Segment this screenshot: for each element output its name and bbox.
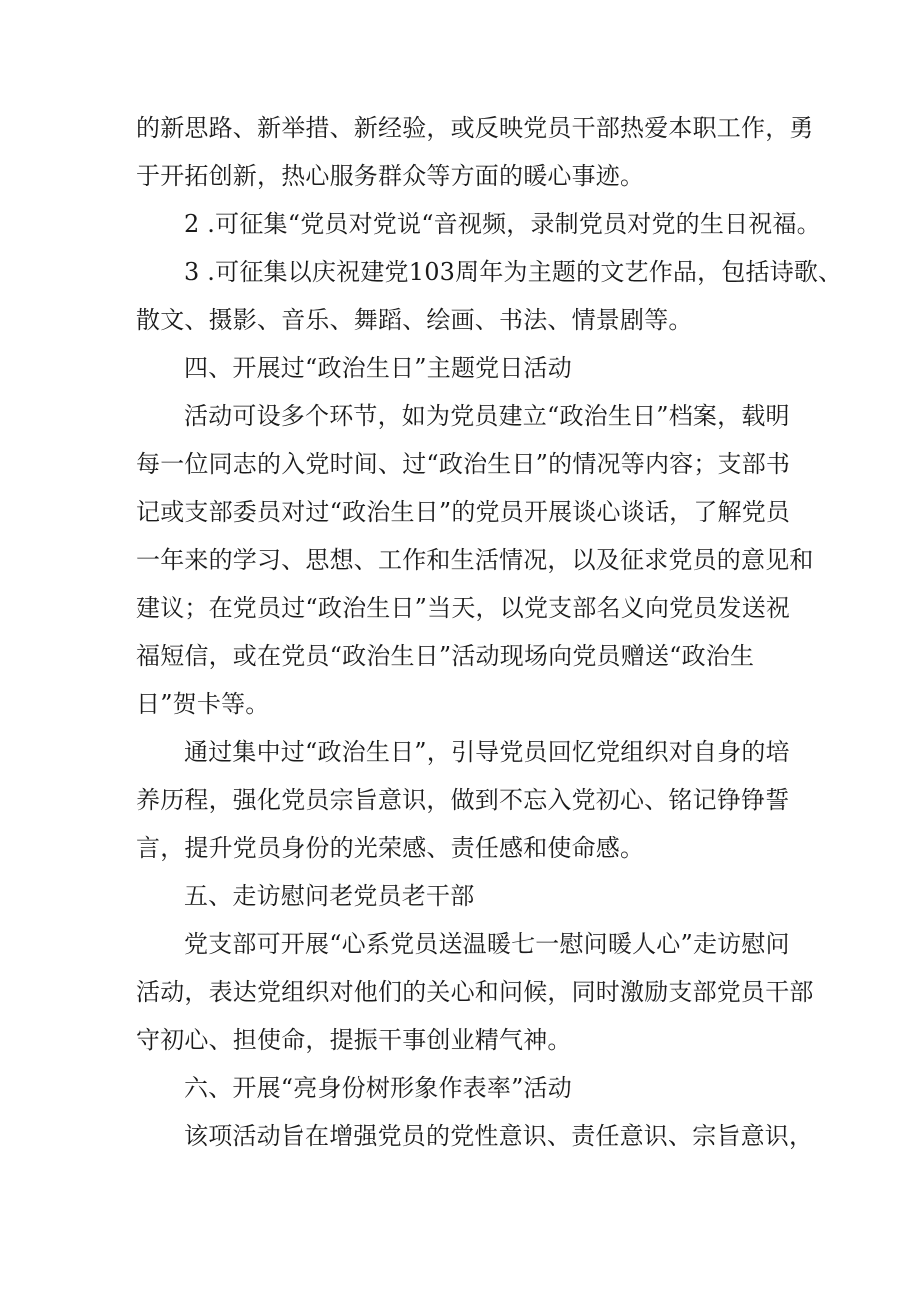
text-line-11: 建议；在党员过“政治生日”当天，以党支部名义向党员发送祝 <box>136 594 791 622</box>
section-heading-6: 六、开展“亮身份树形象作表率”活动 <box>184 1074 572 1102</box>
list-item-3: 3 .可征集以庆祝建党103周年为主题的文艺作品，包括诗歌、 <box>184 258 843 286</box>
text-line-22: 该项活动旨在增强党员的党性意识、责任意识、宗旨意识， <box>184 1122 814 1150</box>
text-line-13: 日”贺卡等。 <box>136 690 270 718</box>
text-line-14: 通过集中过“政治生日”，引导党员回忆党组织对自身的培 <box>184 738 790 766</box>
text-line-2: 于开拓创新，热心服务群众等方面的暖心事迹。 <box>136 162 645 190</box>
text-line-9: 记或支部委员对过“政治生日”的党员开展谈心谈话，了解党员 <box>136 498 791 526</box>
document-body <box>136 104 843 1160</box>
text-line-16: 言，提升党员身份的光荣感、责任感和使命感。 <box>136 834 645 862</box>
section-heading-4: 四、开展过“政治生日”主题党日活动 <box>184 354 572 382</box>
text-line-7: 活动可设多个环节，如为党员建立“政治生日”档案，载明 <box>184 402 790 430</box>
section-heading-5: 五、走访慰问老党员老干部 <box>184 882 475 910</box>
text-line-20: 守初心、担使命，提振干事创业精气神。 <box>136 1026 572 1054</box>
list-item-2: 2 .可征集“党员对党说“音视频，录制党员对党的生日祝福。 <box>184 210 821 238</box>
text-line-8: 每一位同志的入党时间、过“政治生日”的情况等内容；支部书 <box>136 450 791 478</box>
text-line-12: 福短信，或在党员“政治生日”活动现场向党员赠送“政治生 <box>136 642 755 670</box>
text-line-10: 一年来的学习、思想、工作和生活情况，以及征求党员的意见和 <box>136 546 814 574</box>
text-line-18: 党支部可开展“心系党员送温暖七一慰问暖人心”走访慰问 <box>184 930 790 958</box>
text-line-15: 养历程，强化党员宗旨意识，做到不忘入党初心、铭记铮铮誓 <box>136 786 790 814</box>
text-line-19: 活动，表达党组织对他们的关心和问候，同时激励支部党员干部 <box>136 978 814 1006</box>
text-line-1: 的新思路、新举措、新经验，或反映党员干部热爱本职工作，勇 <box>136 114 814 142</box>
text-line-5: 散文、摄影、音乐、舞蹈、绘画、书法、情景剧等。 <box>136 306 693 334</box>
